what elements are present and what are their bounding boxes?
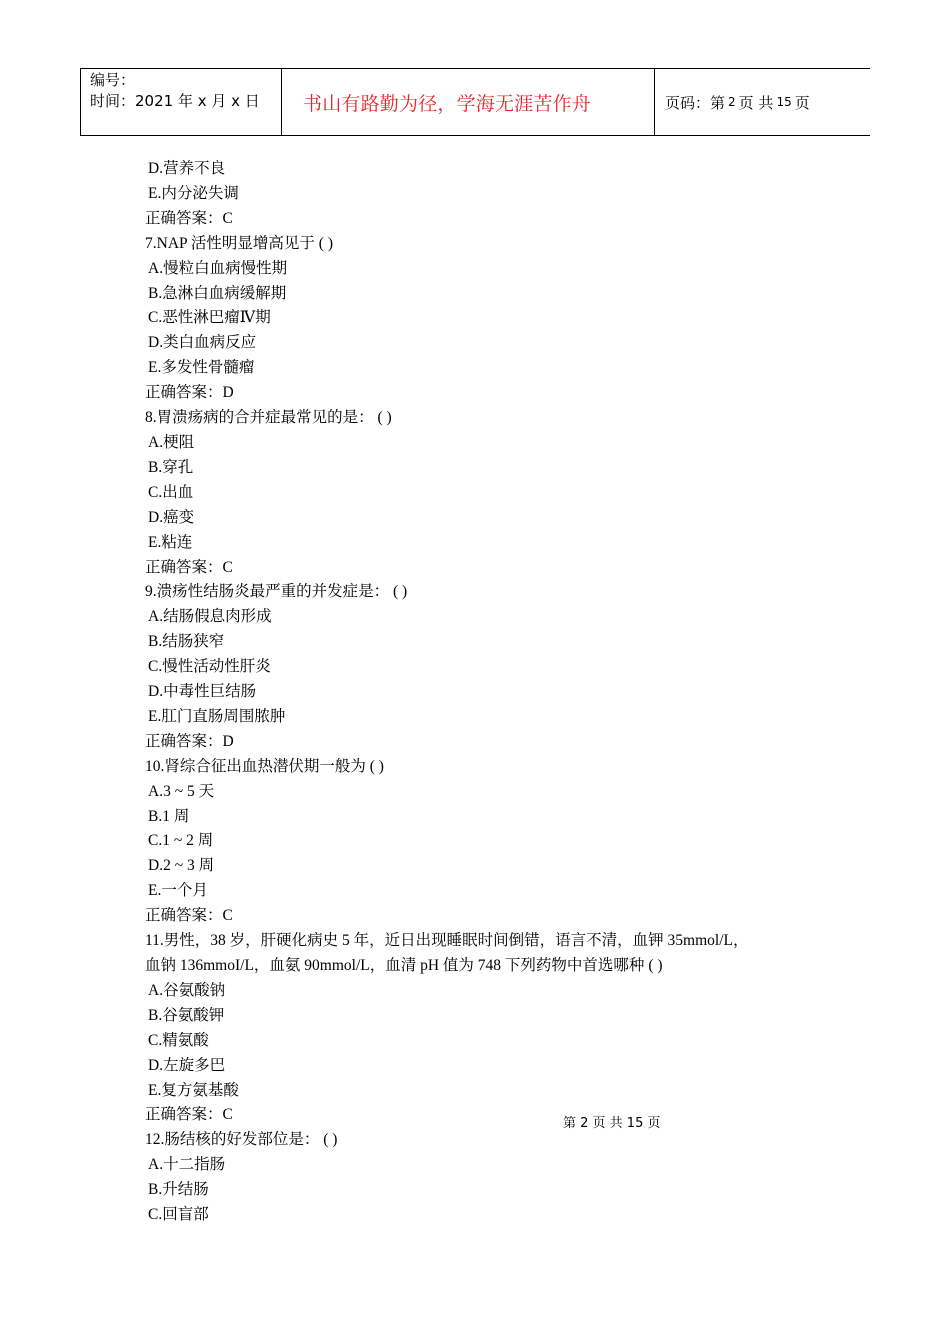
answer-option: C.精氨酸: [148, 1031, 209, 1049]
header-motto-cell: [282, 69, 655, 135]
answer-option: E.内分泌失调: [148, 184, 239, 202]
answer-option: A.结肠假息肉形成: [148, 608, 272, 626]
answer-option: E.多发性骨髓瘤: [148, 359, 255, 377]
document-time-label: 时间：2021 年 x 月 x 日: [90, 92, 260, 110]
page-suffix: 页: [794, 93, 810, 112]
answer-option: C.慢性活动性肝炎: [148, 658, 271, 676]
answer-option: E.一个月: [148, 882, 208, 900]
page-footer: 第 2 页 共 15 页: [563, 1116, 661, 1131]
answer-option: B.急淋白血病缓解期: [148, 284, 287, 302]
answer-option: D.2 ~ 3 周: [148, 857, 215, 875]
answer-option: B.穿孔: [148, 458, 194, 476]
answer-option: B.1 周: [148, 807, 190, 825]
header-motto: 书山有路勤为径，学海无涯苦作舟: [303, 92, 592, 115]
answer-option: C.1 ~ 2 周: [148, 832, 214, 850]
correct-answer: 正确答案：C: [145, 907, 233, 925]
answer-option: B.结肠狭窄: [148, 633, 225, 651]
document-header: [80, 68, 870, 136]
page-total-number: 15: [776, 95, 792, 109]
answer-option: D.癌变: [148, 508, 195, 526]
answer-option: D.中毒性巨结肠: [148, 683, 257, 701]
correct-answer: 正确答案：C: [145, 209, 233, 227]
answer-option: A.十二指肠: [148, 1156, 226, 1174]
correct-answer: 正确答案：D: [145, 384, 234, 402]
page-middle: 页 共: [738, 93, 774, 112]
correct-answer: 正确答案：D: [145, 732, 234, 750]
answer-option: C.回盲部: [148, 1206, 209, 1224]
answer-option: A.慢粒白血病慢性期: [148, 259, 288, 277]
page-prefix: 页码：第: [665, 93, 726, 112]
header-page-cell: [655, 69, 870, 135]
question-text: 11.男性，38 岁，肝硬化病史 5 年，近日出现睡眠时间倒错，语言不清，血钾 35mmol/L，: [145, 932, 749, 950]
answer-option: D.营养不良: [148, 160, 226, 177]
answer-option: C.出血: [148, 483, 194, 501]
answer-option: E.粘连: [148, 533, 193, 551]
question-text: 10.肾综合征出血热潜伏期一般为 ( ): [145, 757, 384, 775]
correct-answer: 正确答案：C: [145, 1106, 233, 1124]
question-text: 7.NAP 活性明显增高见于 ( ): [145, 234, 334, 252]
question-text: 血钠 136mmoI/L，血氨 90mmol/L，血清 pH 值为 748 下列药物中首选哪种 ( ): [145, 957, 663, 974]
answer-option: D.左旋多巴: [148, 1056, 226, 1074]
answer-option: C.恶性淋巴瘤Ⅳ期: [148, 309, 271, 327]
correct-answer: 正确答案：C: [145, 558, 233, 576]
answer-option: B.升结肠: [148, 1181, 209, 1199]
header-info-cell: [81, 69, 282, 135]
answer-option: D.类白血病反应: [148, 334, 257, 352]
document-number-label: 编号：: [90, 71, 136, 89]
answer-option: A.谷氨酸钠: [148, 981, 226, 999]
answer-option: E.肛门直肠周围脓肿: [148, 707, 286, 725]
question-content: [145, 157, 845, 1228]
answer-option: B.谷氨酸钾: [148, 1006, 225, 1024]
page-current-number: 2: [728, 95, 736, 109]
answer-option: E.复方氨基酸: [148, 1081, 239, 1099]
answer-option: A.3 ~ 5 天: [148, 782, 215, 800]
answer-option: A.梗阻: [148, 433, 195, 451]
question-text: 12.肠结核的好发部位是： ( ): [145, 1131, 338, 1149]
question-text: 9.溃疡性结肠炎最严重的并发症是： ( ): [145, 583, 408, 601]
question-text: 8.胃溃疡病的合并症最常见的是： ( ): [145, 409, 392, 427]
